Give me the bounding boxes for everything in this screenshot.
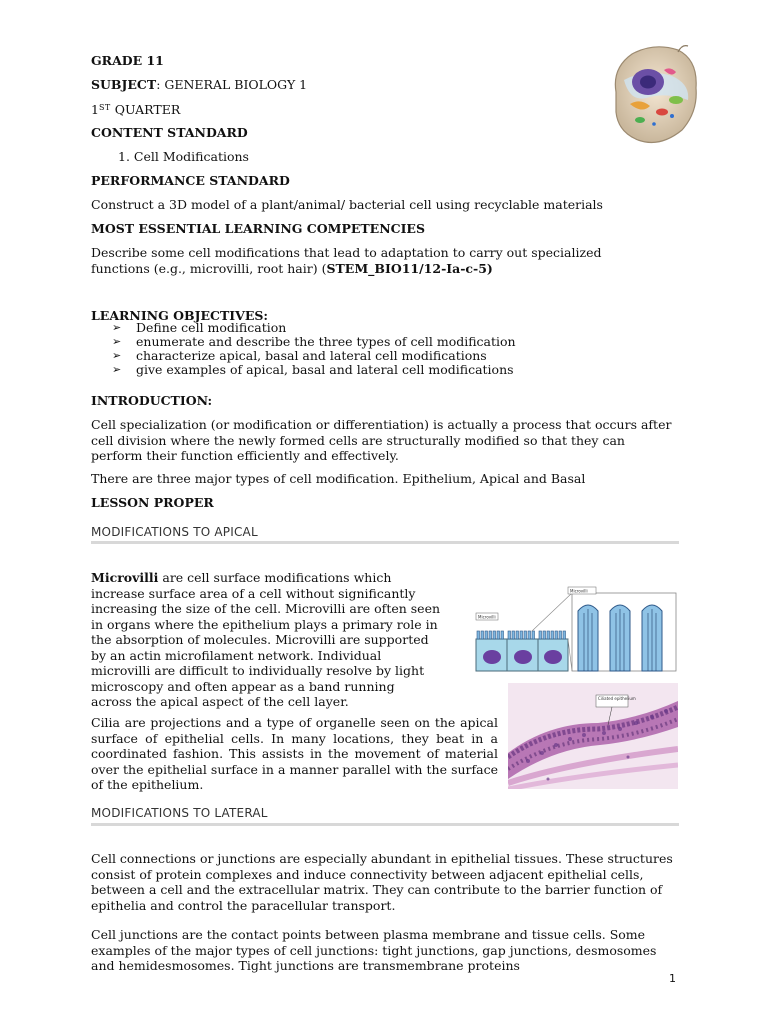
microvilli-line: increase surface area of a cell without significantly	[91, 585, 416, 601]
objective-item: ➢ enumerate and describe the three types of cell modification	[112, 335, 516, 349]
melc-line-2-text: functions (e.g., microvilli, root hair) (	[91, 261, 327, 276]
objective-item: ➢ give examples of apical, basal and lateral cell modifications	[112, 363, 516, 377]
subject-line	[91, 77, 307, 92]
objective-item: ➢ Define cell modification	[112, 321, 516, 335]
subject-value: : GENERAL BIOLOGY 1	[156, 77, 308, 92]
cilia-label: Ciliated epithelium	[598, 696, 636, 701]
microvilli-line: across the apical aspect of the cell layer.	[91, 694, 349, 709]
performance-standard-heading: PERFORMANCE STANDARD	[91, 173, 290, 188]
grade-label: GRADE 11	[91, 53, 164, 68]
micro-label-top: Microvilli	[570, 588, 588, 594]
microvilli-line: in organs where the epithelium plays a primary role in	[91, 616, 438, 632]
melc-line-2	[91, 261, 493, 276]
ciliated-epithelium-micrograph	[508, 683, 678, 789]
introduction-paragraph-1: Cell specialization (or modification or differentiation) is actually a process that occurs after cell division where the newly formed cells are structurally modified so that they can perform their function efficiently and effectively.	[91, 417, 672, 463]
subject-label: SUBJECT	[91, 77, 157, 92]
melc-heading: MOST ESSENTIAL LEARNING COMPETENCIES	[91, 221, 425, 236]
microvilli-line: are cell surface modifications which	[158, 570, 392, 585]
lateral-paragraph-2: Cell junctions are the contact points between plasma membrane and tissue cells. Some examples of the major types of cell junctions: tight junctions, gap junctions, desmosomes and hemidesmosomes. Tight junctions are transmembrane proteins	[91, 927, 657, 973]
performance-standard-text: Construct a 3D model of a plant/animal/ bacterial cell using recyclable materials	[91, 197, 603, 212]
animal-cell-illustration	[606, 40, 702, 152]
introduction-paragraph-2: There are three major types of cell modification. Epithelium, Apical and Basal	[91, 471, 586, 486]
objectives-heading: LEARNING OBJECTIVES:	[91, 308, 268, 323]
quarter-number: 1	[91, 102, 99, 117]
microvilli-line: increasing the size of the cell. Microvilli are often seen	[91, 601, 441, 616]
lesson-heading: LESSON PROPER	[91, 495, 214, 510]
microvilli-paragraph	[91, 570, 440, 710]
apical-section-title: MODIFICATIONS TO APICAL	[91, 525, 258, 539]
microvilli-line: microscopy and often appear as a band running	[91, 678, 395, 694]
lateral-paragraph-1: Cell connections or junctions are especially abundant in epithelial tissues. These structures consist of protein complexes and induce connectivity between adjacent epithelial cells, between a cell and the extracellular matrix. They can contribute to the barrier function of epithelia and control the paracellular transport.	[91, 851, 673, 913]
microvilli-line: microvilli are difficult to individually resolve by light	[91, 663, 425, 678]
objective-item: ➢ characterize apical, basal and lateral cell modifications	[112, 349, 516, 363]
section-divider	[91, 541, 679, 544]
section-divider	[91, 823, 679, 826]
microvilli-line: by an actin microfilament network. Individual	[91, 647, 382, 663]
content-standard-heading: CONTENT STANDARD	[91, 125, 248, 140]
objectives-list	[112, 321, 516, 377]
page-number: 1	[669, 972, 676, 985]
melc-line-1: Describe some cell modifications that lead to adaptation to carry out specialized	[91, 245, 602, 260]
microvilli-line: the absorption of molecules. Microvilli are supported	[91, 632, 429, 647]
introduction-heading: INTRODUCTION:	[91, 393, 213, 408]
quarter-line	[91, 100, 180, 117]
quarter-superscript: ST	[98, 103, 111, 112]
microvilli-diagram	[472, 585, 682, 675]
micro-label-left: Microvilli	[478, 614, 496, 620]
content-standard-item: 1. Cell Modifications	[118, 149, 249, 164]
quarter-word: QUARTER	[110, 102, 181, 117]
melc-code: STEM_BIO11/12-Ia-c-5)	[326, 261, 493, 276]
cilia-paragraph: Cilia are projections and a type of organelle seen on the apical surface of epithelial cells. In many locations, they beat in a coordinated fashion. This assists in the movement of material over the epithelial surface in a manner parallel with the surface of the epithelium.	[91, 715, 498, 792]
microvilli-term: Microvilli	[91, 570, 159, 585]
lateral-section-title: MODIFICATIONS TO LATERAL	[91, 806, 268, 820]
